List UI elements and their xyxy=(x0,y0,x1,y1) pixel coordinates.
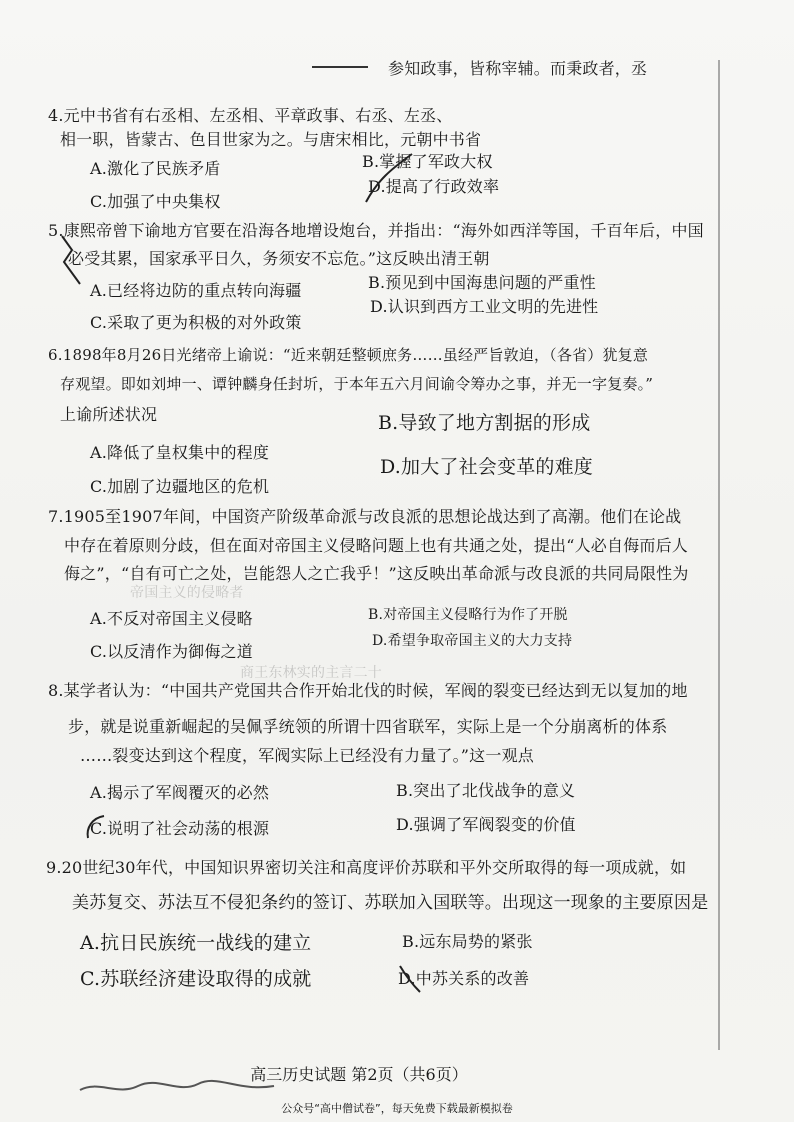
q7-option-c: C.以反清作为御侮之道 xyxy=(90,642,253,661)
bleed-through-text-2: 商王东林实的主言二十 xyxy=(240,665,382,681)
q4-option-d: D.提高了行政效率 xyxy=(368,177,500,196)
pen-mark-q5 xyxy=(58,232,88,292)
q9-stem-line1: 9.20世纪30年代，中国知识界密切关注和高度评价苏联和平外交所取得的每一项成就，如 xyxy=(46,858,687,877)
q8-option-b: B.突出了北伐战争的意义 xyxy=(396,781,576,800)
scan-edge-line xyxy=(718,60,720,1050)
q7-stem-line1: 7.1905至1907年间，中国资产阶级革命派与改良派的思想论战达到了高潮。他们在论战 xyxy=(48,507,682,526)
q5-option-d: D.认识到西方工业文明的先进性 xyxy=(370,297,599,316)
q5-stem-line2: 必受其累，国家承平日久，务须安不忘危。”这反映出清王朝 xyxy=(68,249,490,268)
page-footer: 高三历史试题 第2页（共6页） xyxy=(250,1065,468,1084)
q4-stem-line1: 4.元中书省有右丞相、左丞相、平章政事、右丞、左丞、 xyxy=(48,106,453,125)
q6-option-b: B.导致了地方割据的形成 xyxy=(378,412,591,434)
q8-stem-line3: ……裂变达到这个程度，军阀实际上已经没有力量了。”这一观点 xyxy=(80,746,534,765)
pen-mark-q9 xyxy=(396,962,424,996)
q5-option-a: A.已经将边防的重点转向海疆 xyxy=(90,281,302,300)
q6-option-a: A.降低了皇权集中的程度 xyxy=(90,443,270,462)
q8-option-a: A.揭示了军阀覆灭的必然 xyxy=(90,783,270,802)
q9-option-a: A.抗日民族统一战线的建立 xyxy=(80,932,312,954)
q8-option-c: C.说明了社会动荡的根源 xyxy=(90,819,270,838)
handwriting-scribble xyxy=(78,1078,278,1098)
q7-option-b: B.对帝国主义侵略行为作了开脱 xyxy=(368,607,568,623)
q5-option-b: B.预见到中国海患问题的严重性 xyxy=(368,273,596,292)
q4-option-b: B.掌握了军政大权 xyxy=(362,152,493,171)
q9-option-b: B.远东局势的紧张 xyxy=(402,932,533,951)
q6-option-c: C.加剧了边疆地区的危机 xyxy=(90,477,270,496)
q4-option-c: C.加强了中央集权 xyxy=(90,192,221,211)
q8-stem-line2: 步，就是说重新崛起的吴佩孚统领的所谓十四省联军，实际上是一个分崩离析的体系 xyxy=(68,717,668,736)
pen-mark-q4 xyxy=(360,150,420,210)
q9-option-c: C.苏联经济建设取得的成就 xyxy=(80,968,312,990)
q7-option-d: D.希望争取帝国主义的大力支持 xyxy=(372,633,573,649)
q5-option-c: C.采取了更为积极的对外政策 xyxy=(90,313,302,332)
q9-stem-line2: 美苏复交、苏法互不侵犯条约的签订、苏联加入国联等。出现这一现象的主要原因是 xyxy=(72,893,709,913)
q8-option-d: D.强调了军阀裂变的价值 xyxy=(396,815,576,834)
q6-stem-line1b: 存观望。即如刘坤一、谭钟麟身任封圻，于本年五六月间谕令筹办之事，并无一字复奏。” xyxy=(60,375,654,393)
q4-option-a: A.激化了民族矛盾 xyxy=(90,159,221,178)
q6-stem-line1: 6.1898年8月26日光绪帝上谕说：“近来朝廷整顿庶务……虽经严旨敦迫，（各省）犹复意 xyxy=(48,346,649,364)
q6-stem-line2: 上谕所述状况 xyxy=(60,405,158,424)
pen-mark-q8 xyxy=(84,812,108,842)
q7-stem-line3: 侮之”，“自有可亡之处，岂能怨人之亡我乎！”这反映出革命派与改良派的共同局限性为 xyxy=(64,564,689,583)
q5-stem-line1: 5.康熙帝曾下谕地方官要在沿海各地增设炮台，并指出：“海外如西洋等国，千百年后，中国 xyxy=(48,221,704,240)
q4-stem-line2: 相一职，皆蒙古、色目世家为之。与唐宋相比，元朝中书省 xyxy=(60,130,482,149)
q9-option-d: D.中苏关系的改善 xyxy=(398,969,530,988)
bleed-through-text-1: 帝国主义的侵略者 xyxy=(130,585,244,601)
q6-option-d: D.加大了社会变革的难度 xyxy=(380,456,593,478)
q7-stem-line2: 中存在着原则分歧，但在面对帝国主义侵略问题上也有共通之处，提出“人必自侮而后人 xyxy=(64,536,688,555)
header-fragment: 参知政事，皆称宰辅。而秉政者，丞 xyxy=(388,59,648,78)
q7-option-a: A.不反对帝国主义侵略 xyxy=(90,609,253,628)
header-rule xyxy=(312,66,368,68)
q8-stem-line1: 8.某学者认为：“中国共产党国共合作开始北伐的时候，军阀的裂变已经达到无以复加的地 xyxy=(48,681,688,700)
bottom-promo-note: 公众号“高中僧试卷”，每天免费下载最新模拟卷 xyxy=(281,1102,513,1115)
